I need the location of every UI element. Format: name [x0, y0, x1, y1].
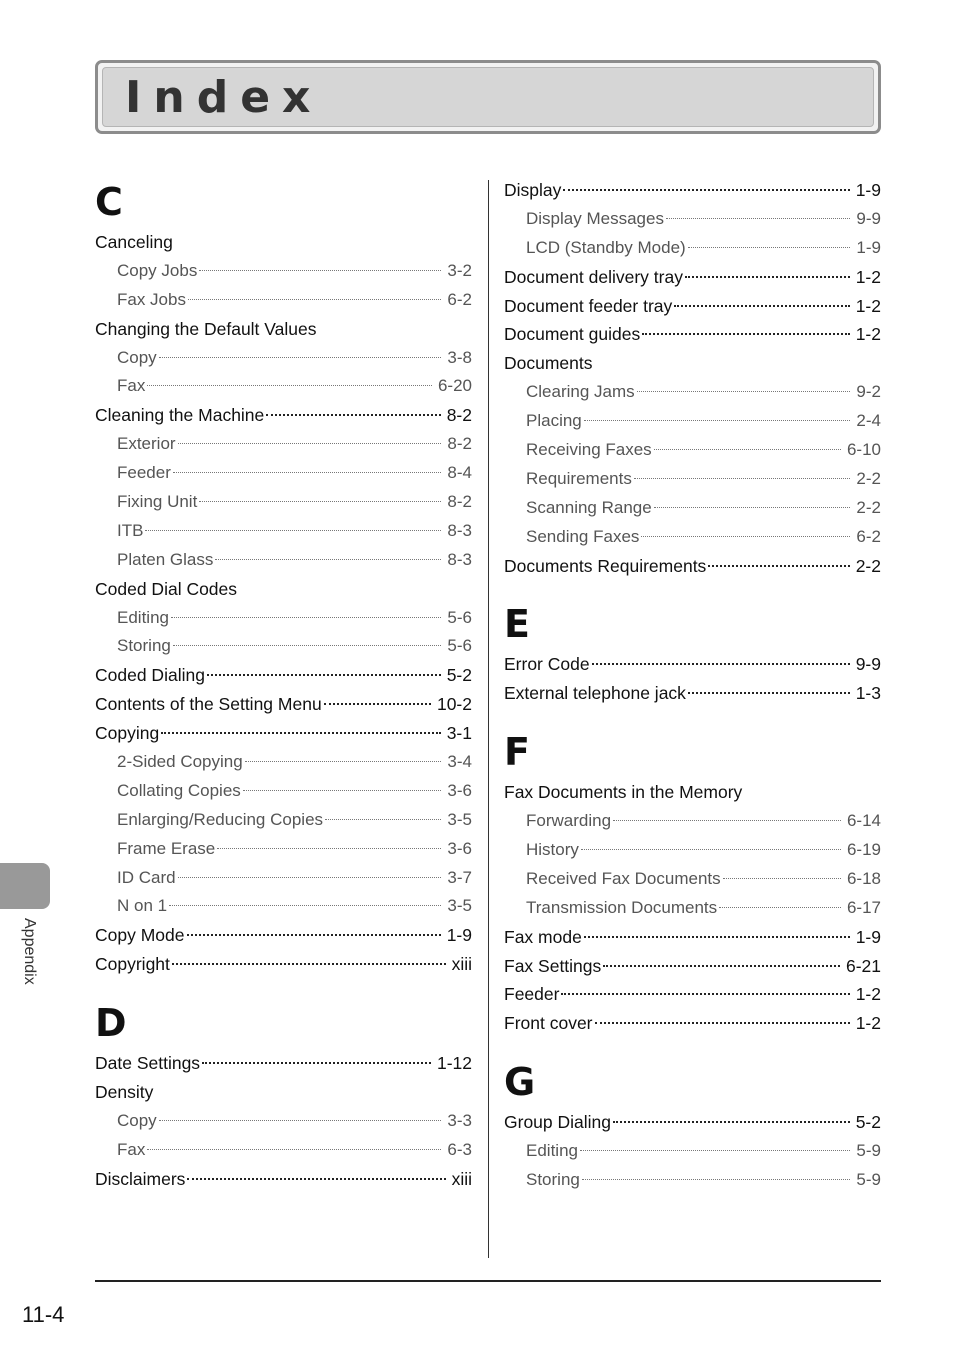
dot-leader	[595, 1022, 850, 1024]
index-group-heading	[95, 228, 472, 257]
dot-leader	[563, 189, 849, 191]
index-entry	[95, 719, 472, 748]
index-entry	[504, 679, 881, 708]
index-subentry	[95, 286, 472, 315]
entry-page-ref: 6-20	[437, 376, 472, 396]
entry-page-ref: 3-7	[447, 867, 472, 887]
dot-leader	[324, 703, 431, 705]
index-group-heading	[504, 349, 881, 378]
entry-page-ref: 6-14	[846, 811, 881, 831]
index-section-letter: F	[504, 730, 530, 775]
index-entry	[504, 923, 881, 952]
index-subentry	[504, 436, 881, 465]
dot-leader	[666, 218, 850, 219]
entry-page-ref: 1-9	[856, 237, 881, 257]
dot-leader	[159, 1120, 442, 1121]
index-subentry	[95, 806, 472, 835]
dot-leader	[188, 299, 441, 300]
entry-label: Editing	[526, 1141, 578, 1161]
dot-leader	[199, 501, 441, 502]
index-subentry	[504, 494, 881, 523]
dot-leader	[147, 1149, 441, 1150]
entry-label: Fax Settings	[504, 955, 602, 976]
dot-leader	[266, 414, 440, 416]
entry-label: Disclaimers	[95, 1168, 186, 1189]
index-subentry	[95, 835, 472, 864]
index-subentry	[504, 378, 881, 407]
column-divider	[488, 180, 489, 1258]
entry-page-ref: 8-4	[447, 463, 472, 483]
dot-leader	[584, 420, 851, 421]
entry-label: LCD (Standby Mode)	[526, 237, 686, 257]
entry-page-ref: 5-9	[856, 1141, 881, 1161]
index-entry	[95, 1165, 472, 1194]
index-section-letter: C	[95, 180, 123, 224]
entry-label: Coded Dial Codes	[95, 578, 238, 599]
entry-page-ref: 5-2	[446, 665, 472, 686]
index-entry	[504, 292, 881, 321]
dot-leader	[654, 507, 851, 508]
dot-leader	[654, 449, 841, 450]
index-subentry	[95, 748, 472, 777]
dot-leader	[145, 530, 441, 531]
dot-leader	[243, 790, 442, 791]
appendix-side-label: Appendix	[21, 918, 38, 985]
entry-label: External telephone jack	[504, 683, 686, 704]
entry-label: Transmission Documents	[526, 897, 718, 917]
entry-page-ref: 3-4	[447, 752, 472, 772]
entry-label: Placing	[526, 411, 582, 431]
dot-leader	[187, 934, 441, 936]
entry-label: Fax Documents in the Memory	[504, 782, 743, 803]
entry-label: Platen Glass	[117, 549, 214, 569]
index-column-right	[504, 176, 881, 1195]
entry-label: Copy Mode	[95, 925, 185, 946]
index-subentry	[504, 465, 881, 494]
entry-page-ref: 6-17	[846, 897, 881, 917]
dot-leader	[147, 385, 432, 386]
entry-label: Cleaning the Machine	[95, 405, 265, 426]
dot-leader	[637, 391, 851, 392]
dot-leader	[613, 1121, 850, 1123]
entry-page-ref: 3-2	[447, 260, 472, 280]
dot-leader	[641, 536, 850, 537]
entry-label: Document feeder tray	[504, 295, 673, 316]
index-entry	[504, 176, 881, 205]
dot-leader	[207, 674, 441, 676]
dot-leader	[584, 936, 850, 938]
entry-label: Fax Jobs	[117, 289, 186, 309]
entry-page-ref: 5-6	[447, 607, 472, 627]
dot-leader	[245, 761, 442, 762]
index-subentry	[504, 407, 881, 436]
dot-leader	[161, 732, 440, 734]
entry-page-ref: 6-2	[856, 526, 881, 546]
dot-leader	[685, 276, 850, 278]
index-subentry	[95, 344, 472, 373]
entry-label: Requirements	[526, 468, 632, 488]
dot-leader	[719, 907, 841, 908]
index-group-heading	[504, 778, 881, 807]
index-entry	[504, 980, 881, 1009]
index-entry	[95, 690, 472, 719]
dot-leader	[173, 645, 442, 646]
entry-page-ref: 3-3	[447, 1110, 472, 1130]
index-subentry	[95, 546, 472, 575]
entry-page-ref: 8-2	[446, 405, 472, 426]
index-entry	[504, 1009, 881, 1038]
index-entry	[504, 320, 881, 349]
index-subentry	[95, 517, 472, 546]
entry-label: Display	[504, 180, 562, 200]
entry-label: 2-Sided Copying	[117, 752, 243, 772]
dot-leader	[642, 333, 850, 335]
entry-label: Coded Dialing	[95, 665, 205, 686]
entry-page-ref: 1-12	[436, 1053, 472, 1074]
index-subentry	[504, 807, 881, 836]
entry-page-ref: 8-3	[447, 520, 472, 540]
index-group-heading	[95, 315, 472, 344]
entry-page-ref: 6-10	[846, 440, 881, 460]
footer-rule	[95, 1280, 881, 1282]
index-subentry	[504, 523, 881, 552]
dot-leader	[580, 1150, 850, 1151]
dot-leader	[325, 819, 441, 820]
entry-page-ref: 3-1	[446, 723, 472, 744]
entry-label: Forwarding	[526, 811, 612, 831]
entry-label: Documents	[504, 353, 593, 374]
index-section-letter: D	[95, 1001, 127, 1046]
index-subentry	[95, 459, 472, 488]
index-entry	[504, 552, 881, 581]
entry-label: ITB	[117, 520, 144, 540]
index-entry	[504, 1108, 881, 1137]
entry-label: ID Card	[117, 867, 176, 887]
entry-label: Copyright	[95, 954, 170, 975]
index-subentry	[504, 1137, 881, 1166]
entry-label: Copy Jobs	[117, 260, 198, 280]
dot-leader	[603, 965, 840, 967]
entry-page-ref: 3-5	[447, 809, 472, 829]
index-title-inner	[102, 67, 874, 127]
entry-page-ref: 1-9	[855, 180, 881, 200]
dot-leader	[169, 905, 441, 906]
index-subentry	[95, 430, 472, 459]
dot-leader	[171, 617, 441, 618]
entry-page-ref: 1-9	[446, 925, 472, 946]
entry-page-ref: 9-2	[856, 382, 881, 402]
entry-label: Fax	[117, 1139, 146, 1159]
dot-leader	[178, 877, 442, 878]
entry-label: Date Settings	[95, 1053, 201, 1074]
entry-label: Document delivery tray	[504, 266, 683, 287]
entry-page-ref: 2-2	[855, 555, 881, 576]
entry-page-ref: 8-2	[447, 434, 472, 454]
entry-page-ref: 5-2	[855, 1112, 881, 1133]
index-entry	[95, 1049, 472, 1078]
entry-page-ref: 1-2	[855, 984, 881, 1005]
entry-page-ref: 3-8	[447, 347, 472, 367]
dot-leader	[173, 472, 442, 473]
entry-page-ref: 2-4	[856, 411, 881, 431]
index-subentry	[95, 604, 472, 633]
entry-label: Changing the Default Values	[95, 318, 317, 339]
entry-page-ref: 1-9	[855, 926, 881, 947]
dot-leader	[202, 1062, 431, 1064]
entry-label: Copy	[117, 1110, 157, 1130]
index-group-heading	[95, 1078, 472, 1107]
dot-leader	[172, 963, 446, 965]
entry-page-ref: 1-2	[855, 295, 881, 316]
dot-leader	[187, 1178, 445, 1180]
entry-page-ref: 10-2	[436, 694, 472, 715]
entry-label: Frame Erase	[117, 838, 216, 858]
index-subentry	[504, 865, 881, 894]
entry-label: Fixing Unit	[117, 492, 198, 512]
index-subentry	[504, 836, 881, 865]
entry-page-ref: 6-2	[447, 289, 472, 309]
index-entry	[504, 650, 881, 679]
index-entry	[504, 263, 881, 292]
entry-page-ref: 1-2	[855, 324, 881, 345]
entry-label: N on 1	[117, 896, 168, 916]
index-subentry	[95, 1107, 472, 1136]
entry-label: Editing	[117, 607, 169, 627]
index-subentry	[95, 892, 472, 921]
entry-page-ref: xiii	[451, 1168, 472, 1189]
entry-label: Group Dialing	[504, 1112, 611, 1133]
index-subentry	[95, 372, 472, 401]
dot-leader	[561, 993, 849, 995]
entry-label: Enlarging/Reducing Copies	[117, 809, 324, 829]
entry-label: Clearing Jams	[526, 382, 635, 402]
entry-page-ref: xiii	[451, 954, 472, 975]
entry-label: Storing	[117, 636, 171, 656]
page-title: Index	[125, 71, 323, 123]
entry-label: Contents of the Setting Menu	[95, 694, 322, 715]
entry-label: Collating Copies	[117, 780, 241, 800]
entry-page-ref: 3-6	[447, 780, 472, 800]
dot-leader	[688, 247, 851, 248]
index-subentry	[95, 864, 472, 893]
entry-page-ref: 8-3	[447, 549, 472, 569]
entry-label: Storing	[526, 1170, 580, 1190]
dot-leader	[581, 849, 841, 850]
entry-label: Display Messages	[526, 208, 664, 228]
index-section-letter: G	[504, 1060, 536, 1105]
entry-label: Sending Faxes	[526, 526, 640, 546]
index-group-heading	[95, 575, 472, 604]
index-entry	[95, 661, 472, 690]
dot-leader	[688, 692, 850, 694]
index-entry	[95, 950, 472, 979]
entry-label: Copying	[95, 723, 160, 744]
entry-page-ref: 2-2	[856, 497, 881, 517]
page-number: 11-4	[22, 1302, 65, 1327]
dot-leader	[674, 305, 849, 307]
dot-leader	[178, 443, 442, 444]
entry-label: Received Fax Documents	[526, 868, 721, 888]
dot-leader	[582, 1179, 851, 1180]
entry-label: Receiving Faxes	[526, 440, 652, 460]
index-subentry	[95, 488, 472, 517]
dot-leader	[199, 270, 441, 271]
entry-page-ref: 6-19	[846, 840, 881, 860]
entry-label: Density	[95, 1082, 154, 1103]
index-subentry	[95, 777, 472, 806]
index-subentry	[504, 234, 881, 263]
entry-label: Feeder	[504, 984, 560, 1005]
dot-leader	[215, 559, 441, 560]
entry-label: Error Code	[504, 654, 590, 675]
entry-page-ref: 9-9	[856, 208, 881, 228]
index-entry	[95, 401, 472, 430]
entry-page-ref: 5-9	[856, 1170, 881, 1190]
entry-page-ref: 3-5	[447, 896, 472, 916]
index-subentry	[95, 632, 472, 661]
entry-page-ref: 9-9	[855, 654, 881, 675]
entry-page-ref: 8-2	[447, 492, 472, 512]
dot-leader	[613, 820, 841, 821]
appendix-side-tab	[0, 863, 50, 909]
entry-label: Documents Requirements	[504, 555, 707, 576]
entry-label: History	[526, 840, 579, 860]
entry-page-ref: 1-3	[855, 683, 881, 704]
index-section-letter: E	[504, 602, 530, 647]
index-subentry	[504, 894, 881, 923]
entry-label: Document guides	[504, 324, 641, 345]
entry-page-ref: 5-6	[447, 636, 472, 656]
dot-leader	[723, 878, 841, 879]
index-subentry	[504, 1166, 881, 1195]
entry-page-ref: 6-21	[845, 955, 881, 976]
index-subentry	[95, 257, 472, 286]
dot-leader	[159, 357, 442, 358]
index-subentry	[95, 1136, 472, 1165]
entry-label: Canceling	[95, 232, 173, 252]
index-column-left	[95, 176, 472, 1194]
entry-label: Feeder	[117, 463, 171, 483]
entry-page-ref: 6-3	[447, 1139, 472, 1159]
entry-label: Exterior	[117, 434, 176, 454]
index-subentry	[504, 205, 881, 234]
index-entry	[504, 952, 881, 981]
dot-leader	[592, 663, 850, 665]
entry-label: Fax	[117, 376, 146, 396]
entry-label: Copy	[117, 347, 157, 367]
entry-page-ref: 1-2	[855, 266, 881, 287]
entry-page-ref: 3-6	[447, 838, 472, 858]
index-title-banner	[95, 60, 881, 134]
dot-leader	[634, 478, 851, 479]
entry-label: Scanning Range	[526, 497, 652, 517]
entry-label: Front cover	[504, 1013, 593, 1034]
entry-page-ref: 6-18	[846, 868, 881, 888]
entry-page-ref: 1-2	[855, 1013, 881, 1034]
entry-label: Fax mode	[504, 926, 582, 947]
entry-page-ref: 2-2	[856, 468, 881, 488]
dot-leader	[217, 848, 441, 849]
index-entry	[95, 921, 472, 950]
dot-leader	[708, 565, 849, 567]
